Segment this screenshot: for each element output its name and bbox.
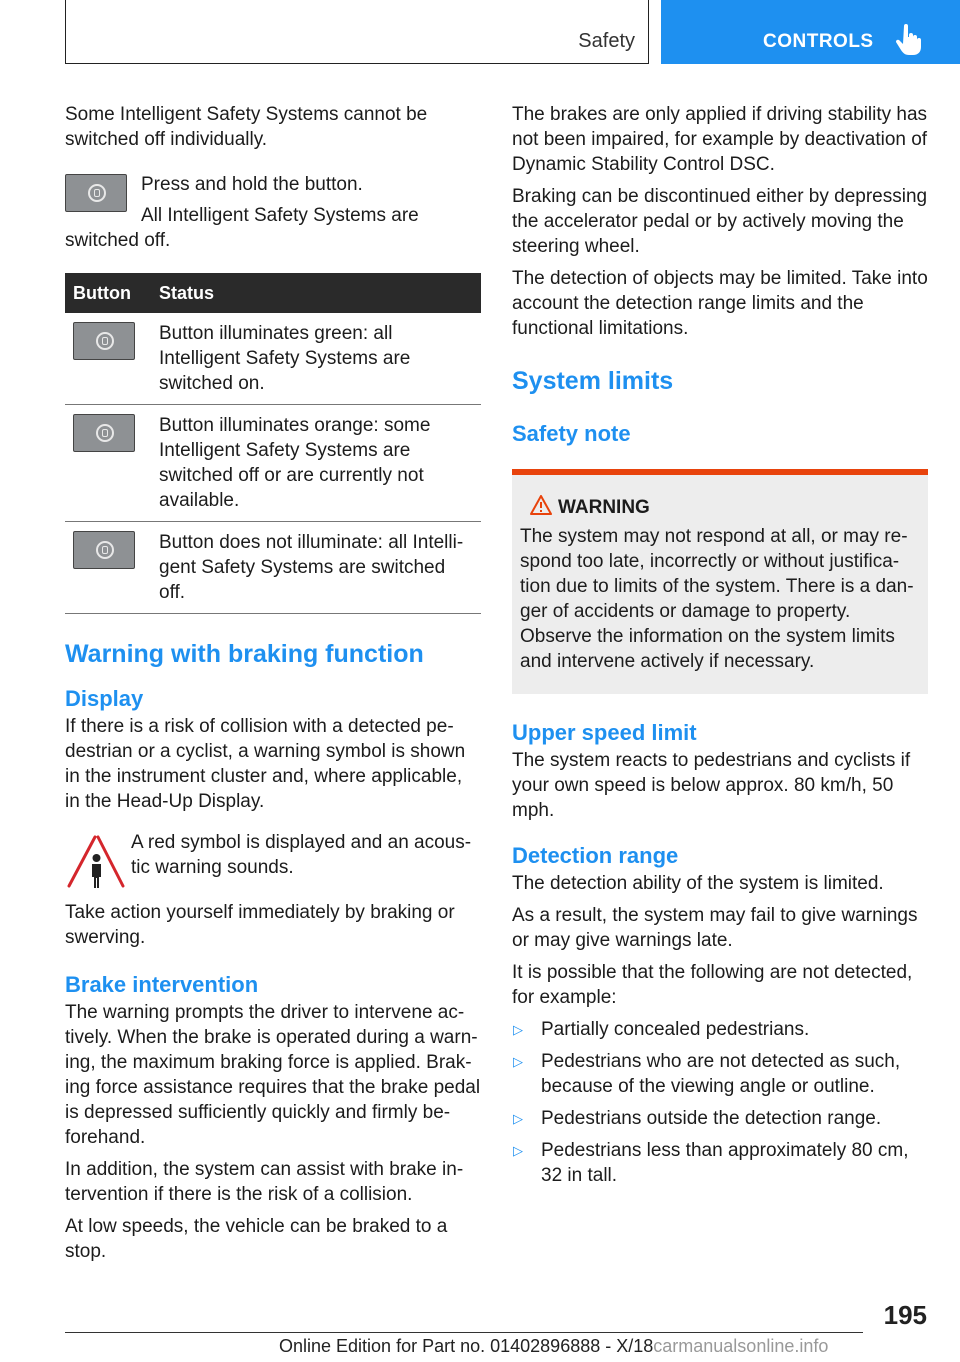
take-action-text: Take action yourself immediately by braking or swerving. [65,902,455,948]
braking-discontinued-text: Braking can be discontinued either by depressing the accelerator pedal or by actively moving the steering wheel. [512,186,928,257]
table-row [65,405,481,522]
brake-text-3: At low speeds, the vehicle can be braked to a stop. [65,1216,448,1262]
heading-safety-note: Safety note [512,421,631,446]
warning-triangle-icon [530,495,552,515]
heading-detection-range: Detection range [512,843,679,868]
safety-button-icon [65,174,127,212]
left-column [65,102,481,1271]
list-item: ▷ Partially concealed pedestrians. [512,1017,928,1042]
pointing-hand-icon [895,24,921,56]
warning-text: The system may not respond at all, or may respond too late, incorrectly or without justification due to limits of the system. There is a danger of accidents or damage to property. Observe the information on the system limits and intervene actively if necessary. [520,526,914,672]
press-hold-block [65,172,481,253]
table-row [65,313,481,405]
table-cell-status: Button does not illuminate: all Intelligent Safety Systems are switched off. [151,522,481,614]
chapter-title: CONTROLS [763,31,874,52]
list-item: ▷ Pedestrians outside the detection range. [512,1106,928,1131]
warning-title [520,495,918,520]
safety-button-icon [73,414,135,452]
table-header-status: Status [151,273,481,313]
list-item: ▷ Pedestrians less than approximately 80 cm, 32 in tall. [512,1138,928,1188]
press-hold-text: Press and hold the button. [141,174,363,195]
warning-label: WARNING [558,497,650,518]
intro-text: Some Intelligent Safety Systems cannot be switched off individually. [65,104,428,150]
footer-edition: Online Edition for Part no. 01402896888 - X/18 [279,1336,654,1356]
table-cell-status: Button illuminates green: all Intelligent Safety Systems are switched on. [151,313,481,405]
table-row [65,522,481,614]
range-text-3: It is possible that the following are not detected, for example: [512,962,913,1008]
speed-limit-text: The system reacts to pedestrians and cyclists if your own speed is below approx. 80 km/h, 50 mph. [512,750,911,821]
heading-brake-intervention: Brake intervention [65,972,259,997]
red-symbol-text: A red symbol is displayed and an acoustic warning sounds. [131,832,472,878]
detection-limited-text: The detection of objects may be limited. Take into account the detection range limits and the functional limitations. [512,268,928,339]
pedestrian-warning-icon [65,834,125,890]
heading-warning-braking: Warning with braking function [65,640,424,668]
chapter-tab[interactable] [661,0,960,64]
heading-system-limits: System limits [512,367,674,395]
brake-text-1: The warning prompts the driver to intervene actively. When the brake is operated during a warning, the maximum braking force is applied. Braking force assistance requires that the brake pedal is depressed sufficiently quickly and firmly beforehand. [65,1002,481,1148]
page-number: 195 [883,1300,927,1330]
heading-upper-speed-limit: Upper speed limit [512,720,697,745]
not-detected-list [512,1017,928,1188]
header-section-box [65,0,649,64]
safety-button-icon [73,531,135,569]
right-column [512,102,928,1195]
safety-button-icon [73,322,135,360]
list-item: ▷ Pedestrians who are not detected as such, because of the viewing angle or outline. [512,1049,928,1099]
range-text-2: As a result, the system may fail to give warnings or may give warnings late. [512,905,918,951]
all-off-text: All Intelligent Safety Systems are switched off. [65,205,419,251]
display-text: If there is a risk of collision with a detected pedestrian or a cyclist, a warning symbol is shown in the instrument cluster and, where applicable, in the Head-Up Display. [65,716,466,812]
footer-divider [65,1332,863,1333]
table-header-button: Button [65,273,151,313]
footer [279,1336,828,1357]
warning-box [512,469,928,694]
footer-watermark: carmanualsonline.info [653,1336,829,1356]
button-status-table [65,273,481,614]
section-title: Safety [578,30,635,52]
brakes-applied-text: The brakes are only applied if driving stability has not been impaired, for example by deactivation of Dynamic Stability Control DSC. [512,104,928,175]
range-text-1: The detection ability of the system is limited. [512,873,884,894]
heading-display: Display [65,686,144,711]
table-cell-status: Button illuminates orange: some Intelligent Safety Systems are switched off or are currently not available. [151,405,481,522]
red-symbol-block [65,830,481,890]
brake-text-2: In addition, the system can assist with brake intervention if there is the risk of a collision. [65,1159,464,1205]
